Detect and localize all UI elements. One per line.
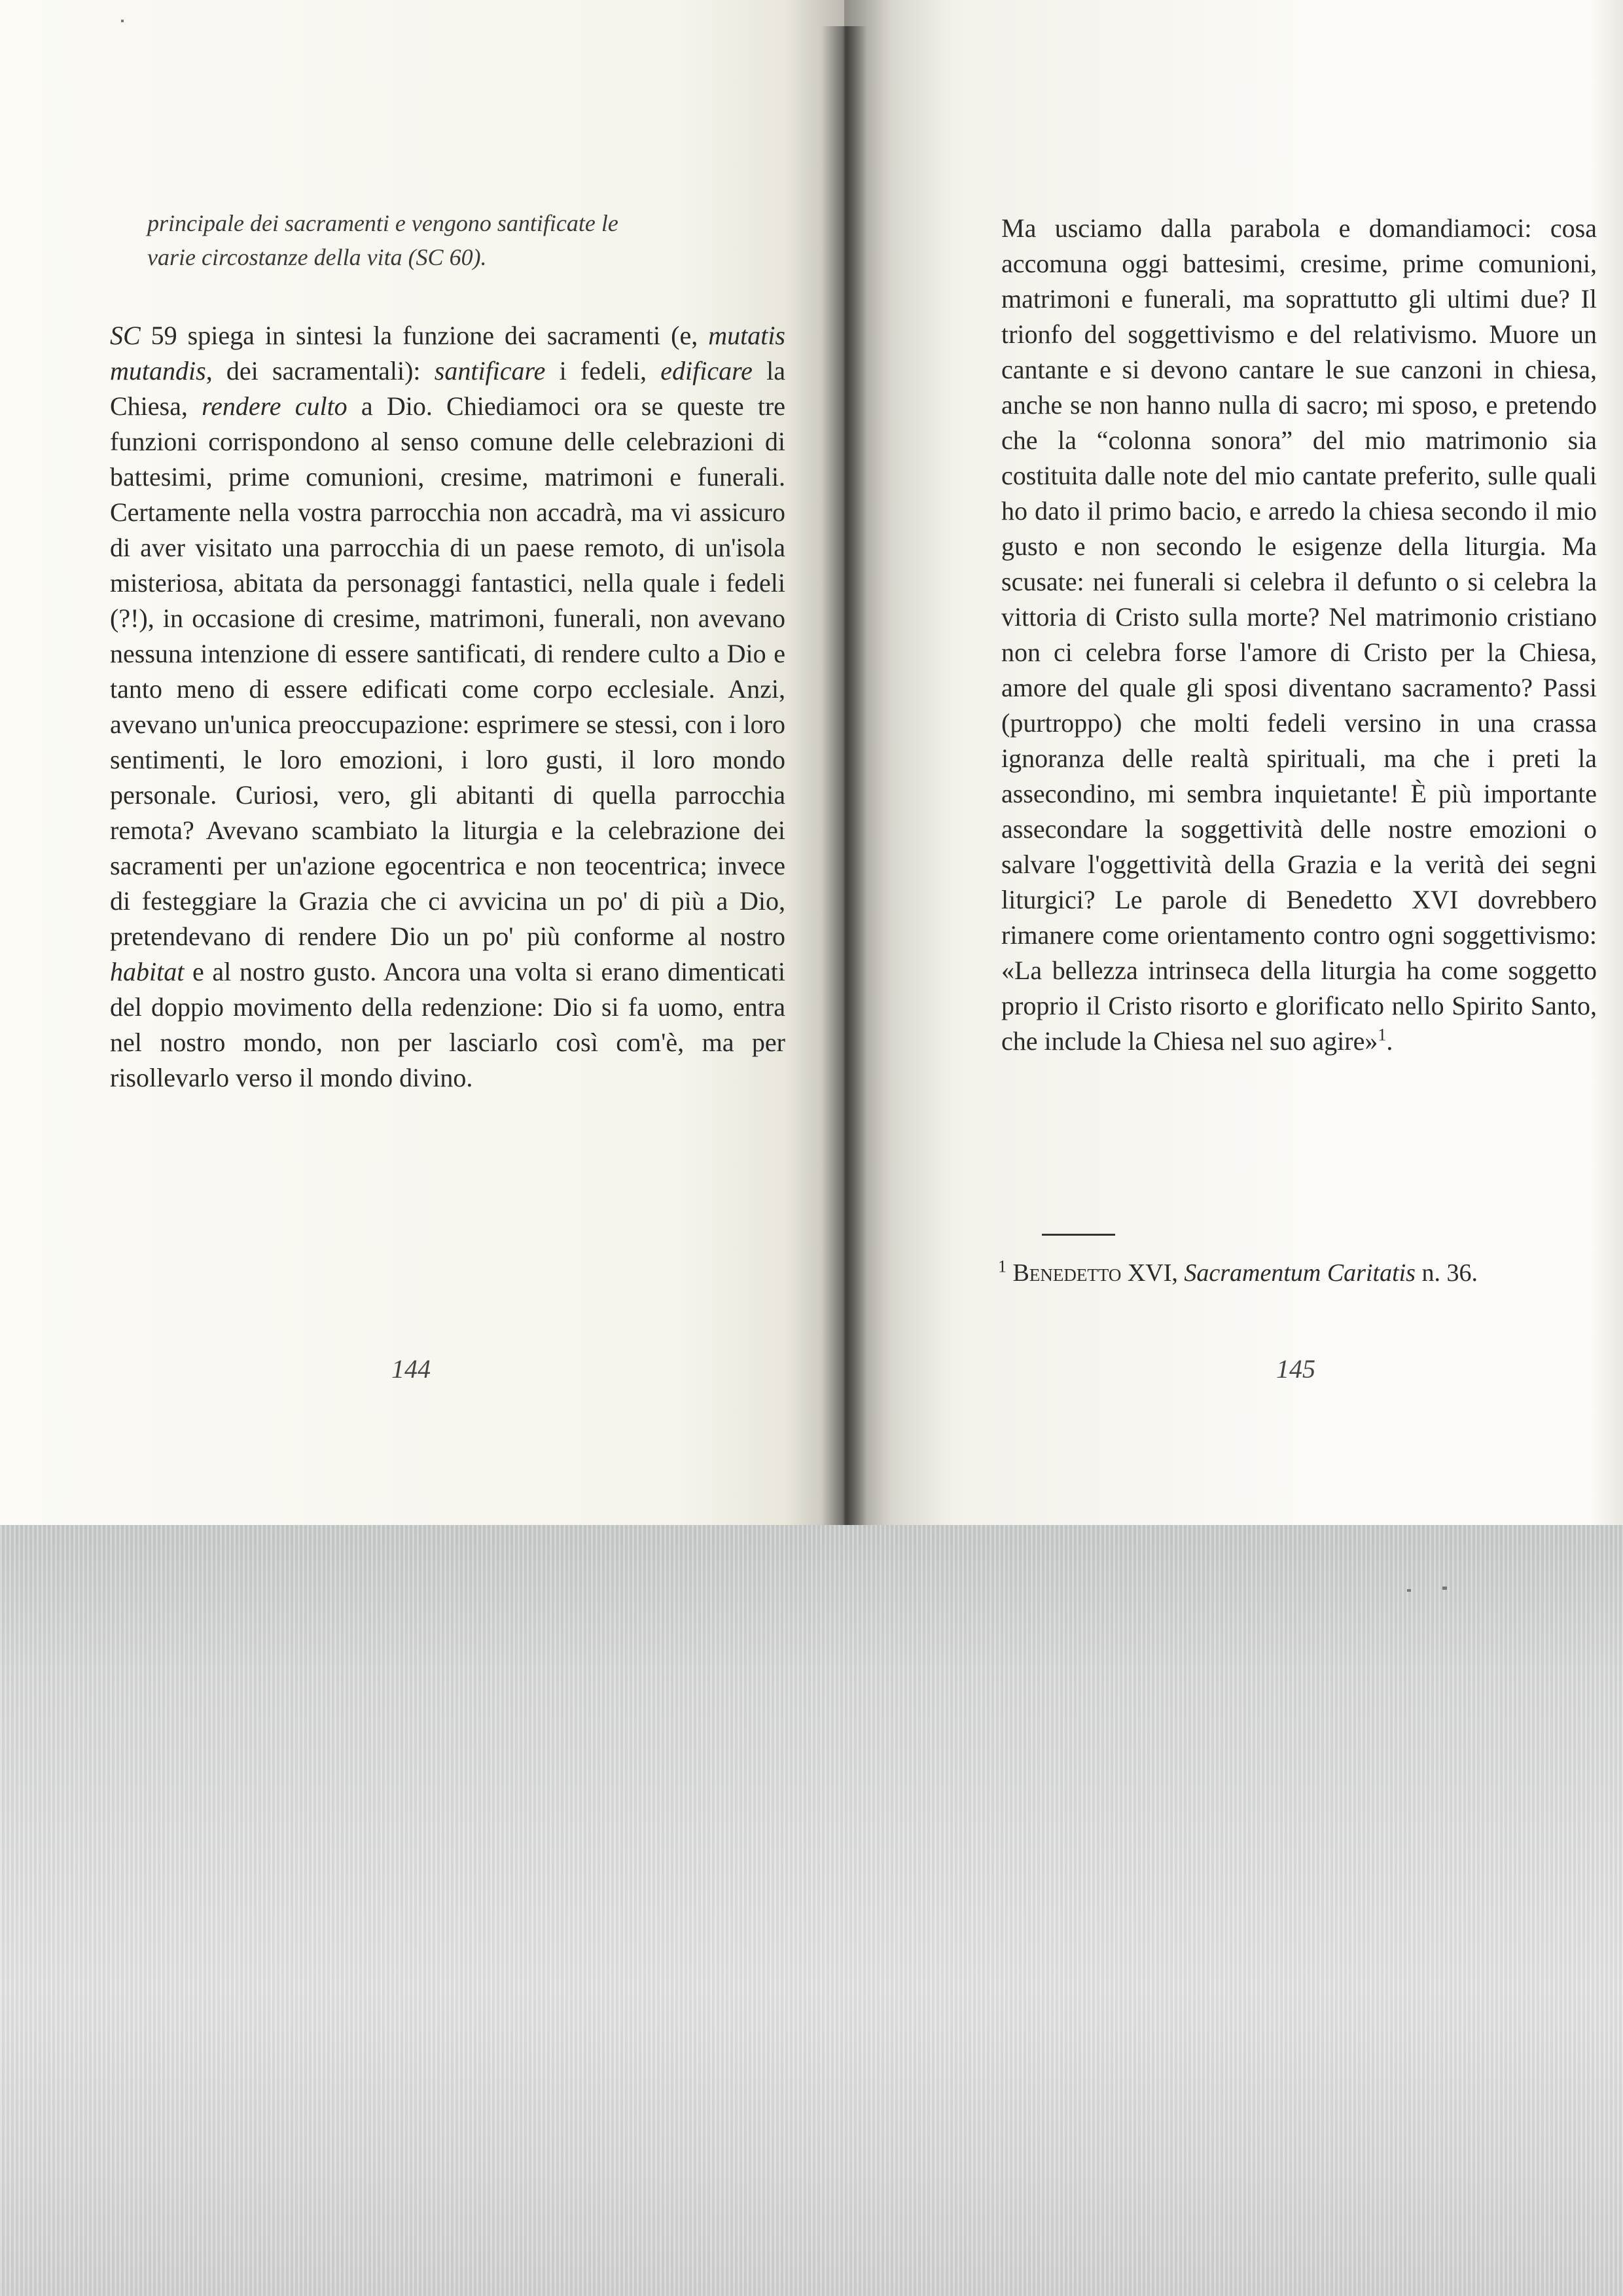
right-body-text (1001, 211, 1597, 1059)
right-paragraph: Ma usciamo dalla parabola e domandiamoci: cosa accomuna oggi battesimi, cresime, prime comunioni, matrimoni e funerali, ma soprattutto gli ultimi due? Il trionfo del soggettivismo e del relativismo. Muore un cantante e si devono cantare le sue canzoni in chiesa, anche se non hanno nulla di sacro; mi sposo, e pretendo che la “colonna sonora” del mio matrimonio sia costituita dalle note del mio cantate preferito, sulle quali ho dato il primo bacio, e arredo la chiesa secondo il mio gusto e non secondo le esigenze della liturgia. Ma scusate: nei funerali si celebra il defunto o si celebra la vittoria di Cristo sulla morte? Nel matrimonio cristiano non ci celebra forse l'amore di Cristo per la Chiesa, amore del quale gli sposi diventano sacramento? Passi (purtroppo) che molti fedeli versino in una crassa ignoranza delle realtà spirituali, ma che i preti la assecondino, mi sembra inquietante! È più importante assecondare la soggettività delle nostre emozioni o salvare l'oggettività della Grazia e la verità dei segni liturgici? Le parole di Benedetto XVI dovrebbero rimanere come orientamento contro ogni soggettivismo: «La bellezza intrinseca della liturgia ha come soggetto proprio il Cristo risorto e glorificato nello Spirito Santo, che include la Chiesa nel suo agire»$^1$. (1001, 213, 1597, 1056)
speck (121, 20, 124, 22)
speck (1442, 1587, 1447, 1590)
left-body-text (110, 318, 785, 1096)
left-paragraph: SC 59 spiega in sintesi la funzione dei sacramenti (e, mutatis mutandis, dei sacramentali): santificare i fedeli, edificare la Chiesa, rendere culto a Dio. Chiediamoci ora se queste tre funzioni corrispondono al senso comune delle celebrazioni di battesimi, prime comunioni, cresime, matrimoni e funerali. Certamente nella vostra parrocchia non accadrà, ma vi assicuro di aver visitato una parrocchia di un paese remoto, di un'isola misteriosa, abitata da personaggi fantastici, nella quale i fedeli (?!), in occasione di cresime, matrimoni, funerali, non avevano nessuna intenzione di essere santificati, di rendere culto a Dio e tanto meno di essere edificati come corpo ecclesiale. Anzi, avevano un'unica preoccupazione: esprimere se stessi, con i loro sentimenti, le loro emozioni, i loro gusti, il loro mondo personale. Curiosi, vero, gli abitanti di quella parrocchia remota? Avevano scambiato la liturgia e la celebrazione dei sacramenti per un'azione egocentrica e non teocentrica; invece di festeggiare la Grazia che ci avvicina un po' di più a Dio, pretendevano di rendere Dio un po' più conforme al nostro habitat e al nostro gusto. Ancora una volta si erano dimenticati del doppio movimento della redenzione: Dio si fa uomo, entra nel nostro mondo, non per lasciarlo così com'è, ma per risollevarlo verso il mondo divino. (110, 321, 786, 1092)
sc-reference: SC (110, 321, 141, 350)
footnote-marker: 1 (1378, 1025, 1387, 1045)
quote-line: principale dei sacramenti e vengono santificate le (147, 210, 618, 236)
quote-line: varie circostanze della vita (SC 60). (147, 244, 487, 270)
footnote-ref: n. 36. (1415, 1259, 1478, 1287)
footnote-number: 1 (998, 1257, 1007, 1276)
book-gutter-shadow (821, 26, 867, 1525)
speck (1407, 1589, 1411, 1592)
footnote-author: Benedetto XVI (1012, 1259, 1172, 1287)
footnote: $^1$ Benedetto XVI, Sacramentum Caritatis n. 36. (998, 1257, 1478, 1287)
footnote-divider (1042, 1234, 1115, 1236)
page-number-left: 144 (391, 1354, 431, 1384)
block-quote (147, 206, 723, 274)
footnote-title: Sacramentum Caritatis (1184, 1259, 1416, 1287)
page-number-right: 145 (1276, 1354, 1315, 1384)
scanner-bed-background (0, 1525, 1623, 2296)
